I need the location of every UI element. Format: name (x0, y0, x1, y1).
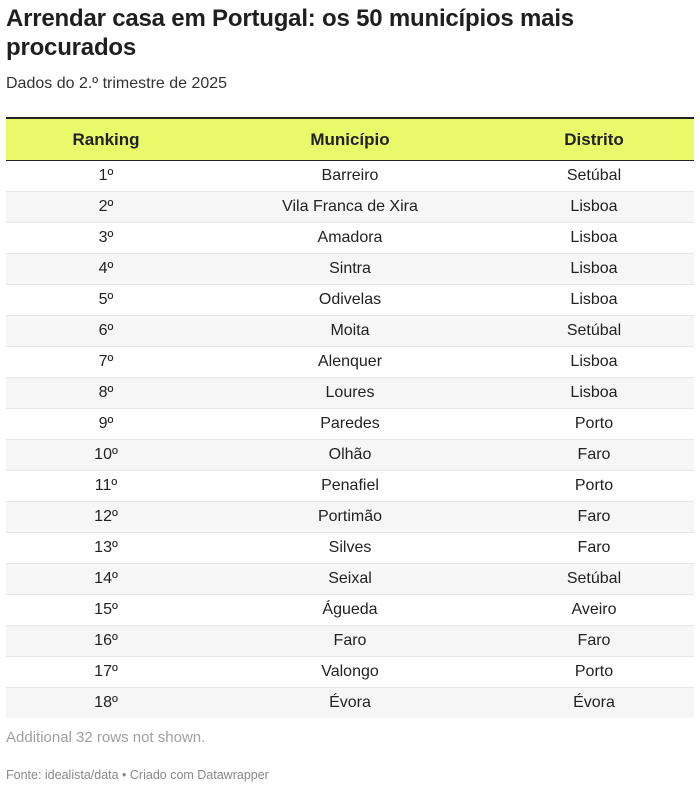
table-row (6, 595, 694, 626)
data-table (6, 117, 694, 718)
cell-municipio: Odivelas (318, 291, 382, 308)
cell-distrito: Lisboa (570, 198, 618, 215)
cell-ranking: 10º (94, 446, 118, 463)
cell-ranking: 4º (98, 260, 114, 277)
header-ranking[interactable]: Ranking (72, 129, 140, 149)
table-row (6, 471, 694, 502)
cell-municipio: Moita (330, 322, 370, 339)
cell-distrito: Lisboa (570, 229, 618, 246)
cell-distrito: Porto (574, 415, 614, 432)
cell-ranking: 14º (94, 570, 118, 587)
table-row (6, 533, 694, 564)
cell-ranking: 8º (98, 384, 114, 401)
table-row (6, 409, 694, 440)
table-row (6, 316, 694, 347)
cell-ranking: 2º (98, 198, 114, 215)
cell-municipio: Águeda (322, 601, 378, 618)
cell-distrito: Setúbal (566, 167, 622, 184)
cell-ranking: 6º (98, 322, 114, 339)
table-row (6, 285, 694, 316)
cell-ranking: 12º (94, 508, 118, 525)
chart-title: Arrendar casa em Portugal: os 50 municípios mais procurados (6, 5, 574, 61)
table-row (6, 626, 694, 657)
cell-municipio: Amadora (317, 229, 383, 246)
cell-distrito: Setúbal (566, 570, 622, 587)
cell-municipio: Paredes (320, 415, 380, 432)
cell-distrito: Faro (577, 632, 611, 649)
cell-municipio: Portimão (317, 508, 383, 525)
cell-ranking: 18º (94, 694, 118, 711)
table-row (6, 192, 694, 223)
table-row (6, 347, 694, 378)
cell-distrito: Porto (574, 477, 614, 494)
cell-ranking: 11º (94, 477, 118, 494)
cell-ranking: 16º (94, 632, 118, 649)
cell-distrito: Setúbal (566, 322, 622, 339)
table-row (6, 161, 694, 192)
table-row (6, 440, 694, 471)
table-row (6, 564, 694, 595)
cell-ranking: 13º (94, 539, 118, 556)
cell-distrito: Porto (574, 663, 614, 680)
cell-ranking: 5º (98, 291, 114, 308)
rows-not-shown-note: Additional 32 rows not shown. (6, 729, 206, 746)
table-row (6, 688, 694, 718)
cell-distrito: Faro (577, 508, 611, 525)
cell-ranking: 17º (94, 663, 118, 680)
cell-municipio: Alenquer (317, 353, 383, 370)
cell-municipio: Faro (333, 632, 367, 649)
cell-distrito: Lisboa (570, 291, 618, 308)
cell-municipio: Valongo (321, 663, 379, 680)
cell-ranking: 3º (98, 229, 114, 246)
table-row (6, 378, 694, 409)
cell-ranking: 9º (98, 415, 114, 432)
cell-municipio: Barreiro (321, 167, 379, 184)
table-header (6, 119, 694, 161)
header-municipio[interactable]: Município (310, 129, 390, 149)
cell-distrito: Lisboa (570, 353, 618, 370)
cell-distrito: Aveiro (571, 601, 617, 618)
cell-distrito: Lisboa (570, 384, 618, 401)
cell-distrito: Évora (573, 694, 615, 711)
table-body (6, 161, 694, 718)
cell-municipio: Olhão (328, 446, 372, 463)
cell-distrito: Faro (577, 539, 611, 556)
table-row (6, 502, 694, 533)
header-distrito[interactable]: Distrito (564, 129, 624, 149)
cell-ranking: 1º (98, 167, 114, 184)
cell-municipio: Silves (328, 539, 372, 556)
cell-municipio: Vila Franca de Xira (282, 198, 418, 215)
cell-municipio: Penafiel (321, 477, 379, 494)
table-row (6, 254, 694, 285)
source-footer: Fonte: idealista/data • Criado com Datawrapper (6, 768, 269, 782)
cell-distrito: Faro (577, 446, 611, 463)
cell-municipio: Seixal (328, 570, 372, 587)
table-row (6, 657, 694, 688)
chart-subtitle: Dados do 2.º trimestre de 2025 (6, 75, 228, 92)
cell-ranking: 7º (98, 353, 114, 370)
cell-municipio: Loures (325, 384, 375, 401)
cell-distrito: Lisboa (570, 260, 618, 277)
cell-ranking: 15º (94, 601, 118, 618)
cell-municipio: Sintra (329, 260, 371, 277)
cell-municipio: Évora (329, 694, 371, 711)
table-row (6, 223, 694, 254)
